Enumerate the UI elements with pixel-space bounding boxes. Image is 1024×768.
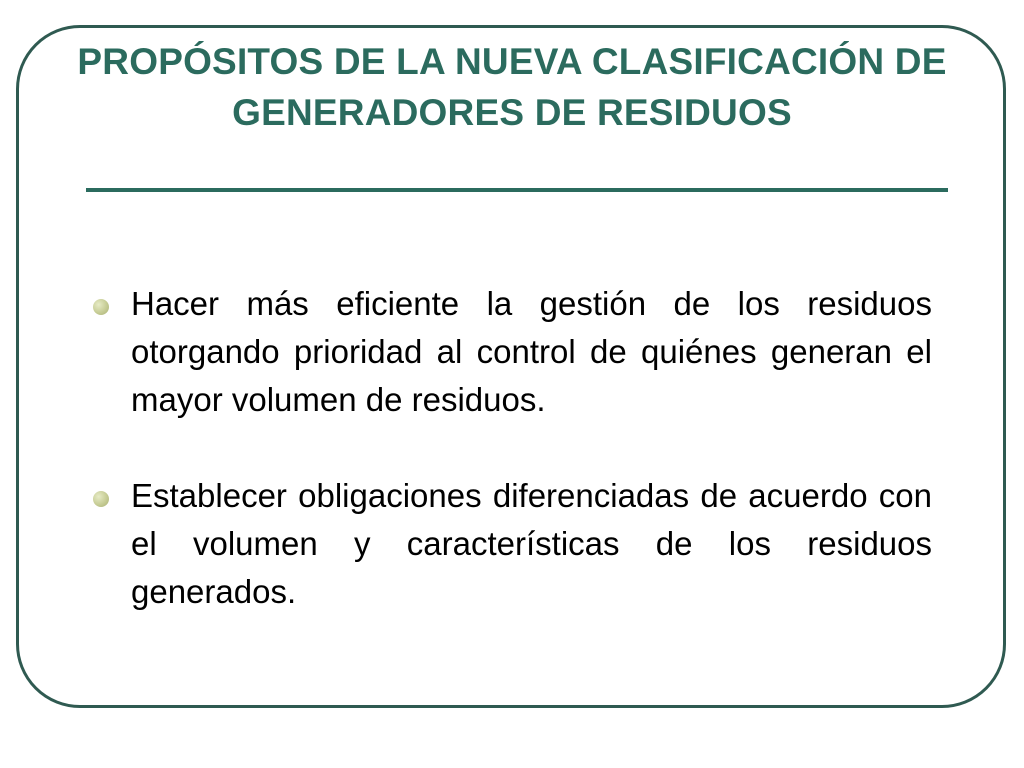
bullet-dot-icon: [93, 491, 109, 507]
bullet-dot-icon: [93, 299, 109, 315]
title-underline: [86, 188, 948, 192]
bullet-item: [90, 472, 932, 616]
slide-title: PROPÓSITOS DE LA NUEVA CLASIFICACIÓN DE GENERADORES DE RESIDUOS: [77, 41, 947, 133]
bullet-text: Hacer más eficiente la gestión de los residuos otorgando prioridad al control de quiénes generan el mayor volumen de residuos.: [131, 285, 932, 418]
bullet-text: Establecer obligaciones diferenciadas de acuerdo con el volumen y características de los residuos generados.: [131, 477, 932, 610]
bullet-item: [90, 280, 932, 424]
bullet-list: [90, 280, 932, 664]
